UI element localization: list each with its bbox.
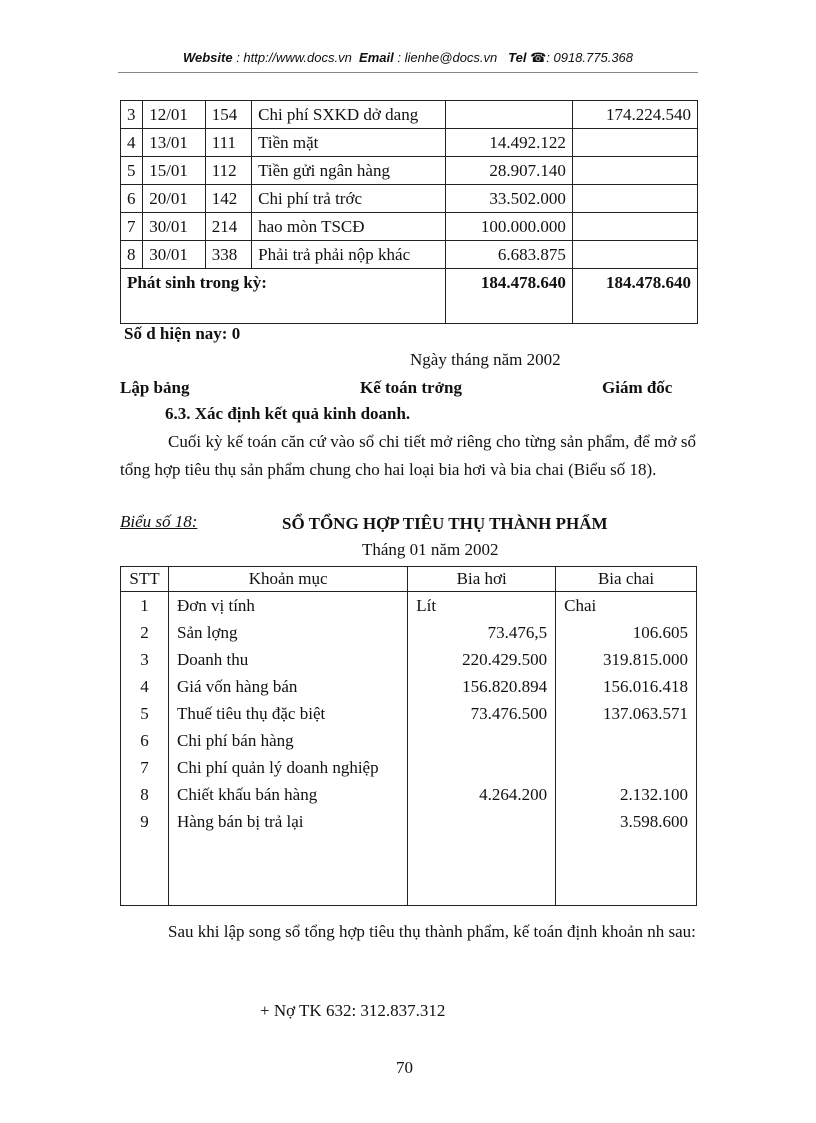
summary-row bbox=[121, 727, 697, 754]
ledger-cell-no: 5 bbox=[121, 157, 143, 185]
ledger-cell-no: 6 bbox=[121, 185, 143, 213]
date-line: Ngày tháng năm 2002 bbox=[410, 350, 561, 369]
ledger-cell-debit: 28.907.140 bbox=[445, 157, 572, 185]
summary-row bbox=[121, 646, 697, 673]
summary-row bbox=[121, 808, 697, 835]
summary-header-stt: STT bbox=[121, 567, 169, 592]
ledger-cell-no: 4 bbox=[121, 129, 143, 157]
summary-cell-bia-chai: 319.815.000 bbox=[556, 646, 697, 673]
ledger-cell-credit bbox=[572, 213, 697, 241]
ledger-cell-description: Chi phí trả trớc bbox=[252, 185, 446, 213]
summary-cell-bia-hoi: Lít bbox=[408, 592, 556, 620]
ledger-cell-debit: 14.492.122 bbox=[445, 129, 572, 157]
section-heading: 6.3. Xác định kết quả kinh doanh. bbox=[165, 404, 411, 423]
summary-cell-bia-hoi: 4.264.200 bbox=[408, 781, 556, 808]
ledger-cell-description: Tiền mặt bbox=[252, 129, 446, 157]
summary-table bbox=[120, 566, 697, 906]
tel-value: : 0918.775.368 bbox=[546, 50, 634, 65]
ledger-cell-account: 112 bbox=[205, 157, 251, 185]
summary-cell-item: Chi phí bán hàng bbox=[168, 727, 407, 754]
ledger-cell-description: hao mòn TSCĐ bbox=[252, 213, 446, 241]
summary-cell-stt: 8 bbox=[121, 781, 169, 808]
summary-row bbox=[121, 781, 697, 808]
summary-cell-bia-chai: 156.016.418 bbox=[556, 673, 697, 700]
summary-cell-bia-hoi: 73.476,5 bbox=[408, 619, 556, 646]
ledger-cell-date: 12/01 bbox=[143, 101, 206, 129]
ledger-cell-date: 30/01 bbox=[143, 241, 206, 269]
ledger-total-credit: 184.478.640 bbox=[572, 269, 697, 324]
email-label: Email bbox=[359, 50, 394, 65]
summary-cell-stt: 9 bbox=[121, 808, 169, 835]
summary-cell-item: Giá vốn hàng bán bbox=[168, 673, 407, 700]
tel-label: Tel bbox=[508, 50, 527, 65]
signature-middle: Kế toán trởng bbox=[360, 378, 462, 397]
email-value: : lienhe@docs.vn bbox=[397, 50, 498, 65]
summary-cell-item: Chi phí quản lý doanh nghiệp bbox=[168, 754, 407, 781]
header-divider bbox=[118, 72, 698, 73]
ledger-cell-description: Tiền gửi ngân hàng bbox=[252, 157, 446, 185]
summary-cell-item: Hàng bán bị trả lại bbox=[168, 808, 407, 835]
ledger-cell-no: 3 bbox=[121, 101, 143, 129]
ledger-cell-account: 214 bbox=[205, 213, 251, 241]
ledger-total-row bbox=[121, 269, 698, 324]
summary-cell-stt: 5 bbox=[121, 700, 169, 727]
ledger-cell-date: 20/01 bbox=[143, 185, 206, 213]
summary-cell-item: Đơn vị tính bbox=[168, 592, 407, 620]
summary-cell-bia-chai: 2.132.100 bbox=[556, 781, 697, 808]
summary-cell-stt: 2 bbox=[121, 619, 169, 646]
ledger-cell-credit bbox=[572, 241, 697, 269]
summary-cell-bia-chai bbox=[556, 754, 697, 781]
ledger-row bbox=[121, 185, 698, 213]
ledger-cell-account: 154 bbox=[205, 101, 251, 129]
ledger-cell-description: Phải trả phải nộp khác bbox=[252, 241, 446, 269]
summary-row bbox=[121, 700, 697, 727]
website-value: : http://www.docs.vn bbox=[236, 50, 352, 65]
phone-icon: ☎ bbox=[530, 50, 547, 65]
ledger-cell-no: 8 bbox=[121, 241, 143, 269]
form-subtitle: Tháng 01 năm 2002 bbox=[362, 540, 499, 559]
summary-cell-bia-hoi bbox=[408, 808, 556, 835]
summary-cell-stt: 6 bbox=[121, 727, 169, 754]
summary-cell-bia-hoi: 156.820.894 bbox=[408, 673, 556, 700]
ledger-cell-credit bbox=[572, 129, 697, 157]
summary-empty-row bbox=[121, 835, 697, 906]
paragraph-2: Sau khi lập song sổ tổng hợp tiêu thụ thành phẩm, kế toán định khoản nh sau: bbox=[168, 922, 696, 941]
summary-cell-stt: 1 bbox=[121, 592, 169, 620]
ledger-cell-description: Chi phí SXKD dở dang bbox=[252, 101, 446, 129]
summary-cell-item: Thuế tiêu thụ đặc biệt bbox=[168, 700, 407, 727]
ledger-row bbox=[121, 213, 698, 241]
ledger-cell-credit bbox=[572, 157, 697, 185]
ledger-cell-account: 111 bbox=[205, 129, 251, 157]
signature-right: Giám đốc bbox=[602, 378, 673, 397]
ledger-cell-date: 30/01 bbox=[143, 213, 206, 241]
ledger-cell-debit: 6.683.875 bbox=[445, 241, 572, 269]
paragraph-1: Cuối kỳ kế toán căn cứ vào sổ chi tiết mở riêng cho từng sản phẩm, để mở sổ tổng hợp tiêu thụ sản phẩm chung cho hai loại bia hơi và bia chai (Biểu số 18). bbox=[120, 432, 696, 479]
ledger-cell-account: 338 bbox=[205, 241, 251, 269]
summary-cell-bia-hoi bbox=[408, 754, 556, 781]
entry-line: + Nợ TK 632: 312.837.312 bbox=[260, 1001, 446, 1020]
summary-cell-bia-hoi: 220.429.500 bbox=[408, 646, 556, 673]
ledger-row bbox=[121, 101, 698, 129]
signature-left: Lập bảng bbox=[120, 378, 190, 397]
summary-cell-bia-chai: 106.605 bbox=[556, 619, 697, 646]
ledger-cell-debit bbox=[445, 101, 572, 129]
summary-header-bia-chai: Bia chai bbox=[556, 567, 697, 592]
page-number: 70 bbox=[396, 1058, 413, 1077]
ledger-cell-credit bbox=[572, 185, 697, 213]
page-header bbox=[0, 50, 816, 66]
form-title: SỔ TỔNG HỢP TIÊU THỤ THÀNH PHẨM bbox=[282, 514, 608, 533]
ledger-row bbox=[121, 129, 698, 157]
ledger-cell-debit: 33.502.000 bbox=[445, 185, 572, 213]
ledger-cell-account: 142 bbox=[205, 185, 251, 213]
summary-cell-item: Sản lợng bbox=[168, 619, 407, 646]
summary-row bbox=[121, 673, 697, 700]
summary-cell-item: Doanh thu bbox=[168, 646, 407, 673]
summary-cell-bia-chai: Chai bbox=[556, 592, 697, 620]
summary-row bbox=[121, 754, 697, 781]
ledger-row bbox=[121, 241, 698, 269]
ledger-cell-debit: 100.000.000 bbox=[445, 213, 572, 241]
balance-line: Số d hiện nay: 0 bbox=[124, 324, 241, 343]
ledger-total-debit: 184.478.640 bbox=[445, 269, 572, 324]
website-label: Website bbox=[182, 50, 233, 65]
summary-cell-stt: 3 bbox=[121, 646, 169, 673]
ledger-row bbox=[121, 157, 698, 185]
summary-cell-bia-hoi: 73.476.500 bbox=[408, 700, 556, 727]
ledger-cell-date: 15/01 bbox=[143, 157, 206, 185]
ledger-cell-date: 13/01 bbox=[143, 129, 206, 157]
summary-cell-bia-hoi bbox=[408, 727, 556, 754]
summary-row bbox=[121, 592, 697, 620]
summary-cell-stt: 4 bbox=[121, 673, 169, 700]
summary-cell-bia-chai bbox=[556, 727, 697, 754]
summary-header-bia-hoi: Bia hơi bbox=[408, 567, 556, 592]
ledger-total-label: Phát sinh trong kỳ: bbox=[121, 269, 446, 324]
summary-row bbox=[121, 619, 697, 646]
summary-cell-stt: 7 bbox=[121, 754, 169, 781]
ledger-table bbox=[120, 100, 698, 324]
form-label: Biểu số 18: bbox=[120, 512, 198, 531]
summary-cell-bia-chai: 137.063.571 bbox=[556, 700, 697, 727]
ledger-cell-no: 7 bbox=[121, 213, 143, 241]
summary-header-row bbox=[121, 567, 697, 592]
ledger-cell-credit: 174.224.540 bbox=[572, 101, 697, 129]
summary-header-item: Khoản mục bbox=[168, 567, 407, 592]
summary-cell-bia-chai: 3.598.600 bbox=[556, 808, 697, 835]
summary-cell-item: Chiết khấu bán hàng bbox=[168, 781, 407, 808]
